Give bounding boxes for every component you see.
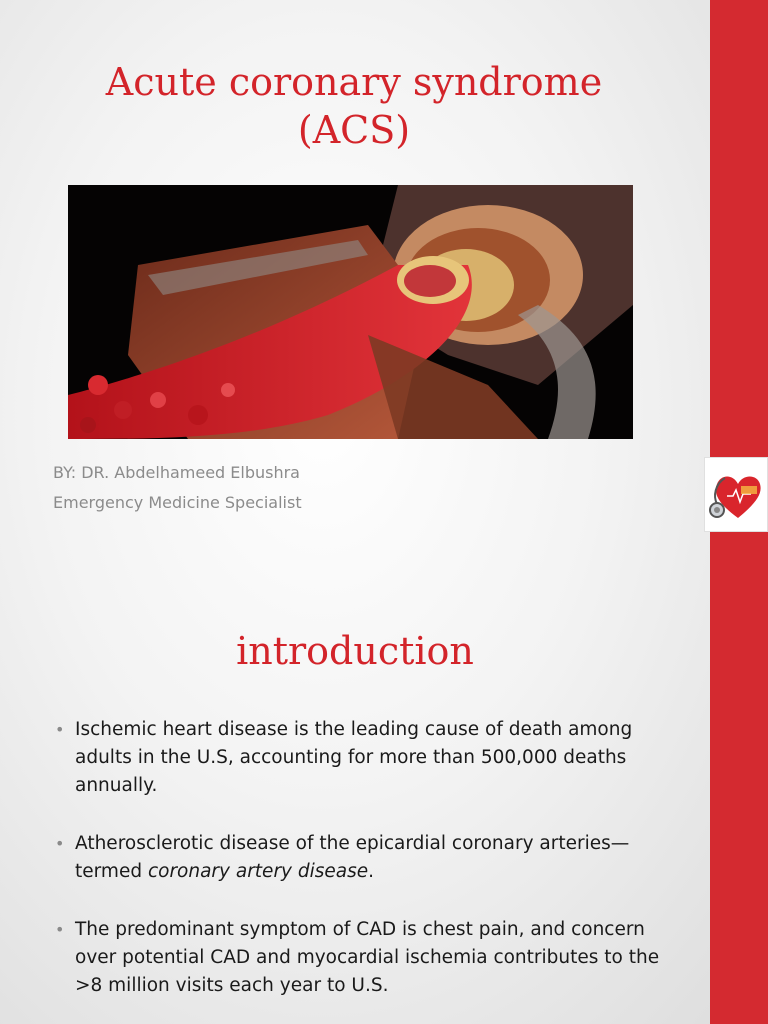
bullet-dot-icon: • [55, 834, 65, 853]
slide-title-line1: Acute coronary syndrome [105, 60, 603, 104]
bullet-text-line: adults in the U.S, accounting for more than 500,000 deaths [75, 747, 627, 768]
heart-stethoscope-icon [704, 457, 768, 532]
author-name: BY: DR. Abdelhameed Elbushra [53, 463, 300, 482]
author-role: Emergency Medicine Specialist [53, 493, 302, 512]
slide-title [40, 58, 668, 154]
list-item [55, 916, 685, 1000]
bullet-text-emphasis: coronary artery disease [147, 861, 369, 882]
artery-illustration-image [68, 185, 633, 439]
bullet-dot-icon: • [55, 920, 65, 939]
bullet-text-line [75, 858, 685, 886]
list-item [55, 830, 685, 886]
bullet-text-suffix: . [368, 861, 375, 882]
list-item [55, 716, 685, 800]
author-block [53, 458, 302, 518]
bullet-text-line: The predominant symptom of CAD is chest pain, and concern [75, 919, 645, 940]
bullet-text-line: Ischemic heart disease is the leading cause of death among [75, 719, 633, 740]
bullet-text-line: annually. [75, 775, 158, 796]
bullet-text-line: Atherosclerotic disease of the epicardial coronary arteries— [75, 833, 630, 854]
bullet-text-prefix: termed [75, 861, 148, 882]
bullet-text-line: over potential CAD and myocardial ischemia contributes to the [75, 947, 660, 968]
bullet-list [55, 716, 685, 1000]
bullet-dot-icon: • [55, 720, 65, 739]
slide-title-line2: (ACS) [297, 108, 411, 152]
section-heading: introduction [236, 629, 474, 673]
bullet-text-line: >8 million visits each year to U.S. [75, 975, 389, 996]
